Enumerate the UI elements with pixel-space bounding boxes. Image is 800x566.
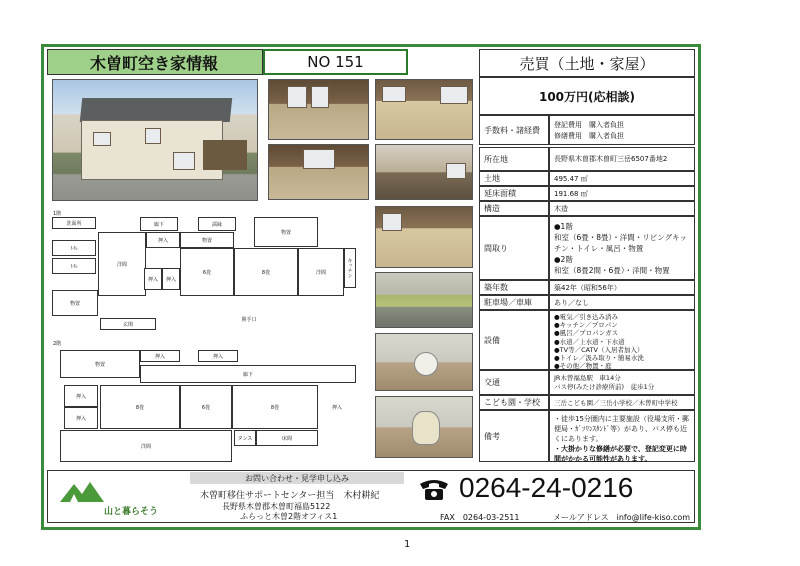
contact-tel: 0264-24-0216 bbox=[459, 472, 634, 503]
listing-type: 売買（土地・家屋） bbox=[479, 49, 695, 77]
transport-value bbox=[549, 370, 695, 395]
detail-label: 間取り bbox=[479, 216, 549, 280]
fp2-room: 押入 bbox=[318, 385, 356, 429]
page-number: 1 bbox=[404, 539, 411, 550]
fp2-room: 押入 bbox=[140, 350, 180, 362]
fp2-room: 6畳 bbox=[180, 385, 232, 429]
notes-value bbox=[549, 410, 695, 462]
toilet-photo-1 bbox=[375, 333, 473, 391]
contact-center: 木曽町移住サポートセンター担当 木村耕紀 bbox=[200, 491, 380, 501]
layout-line: ●2階 bbox=[554, 255, 573, 264]
fp1-room: 押入 bbox=[144, 268, 162, 290]
fp2-room: 押入 bbox=[64, 385, 98, 407]
detail-label: 構造 bbox=[479, 201, 549, 216]
detail-label: 交通 bbox=[479, 370, 549, 395]
fp1-room: 濡縁 bbox=[198, 217, 236, 231]
fees-value bbox=[549, 115, 695, 145]
floor2-label: 2階 bbox=[53, 341, 62, 347]
fp2-room: 8畳 bbox=[232, 385, 318, 429]
fp1-room: 物置 bbox=[180, 232, 234, 248]
detail-value: 木造 bbox=[549, 201, 695, 216]
fp1-room: 洋間 bbox=[98, 232, 146, 296]
detail-value: 495.47 ㎡ bbox=[549, 171, 695, 186]
transport-line: JR木曽福島駅 車14分 bbox=[554, 374, 621, 382]
fp2-room: 押入 bbox=[198, 350, 238, 362]
fp1-room: 押入 bbox=[146, 232, 180, 248]
floor1-label: 1階 bbox=[53, 211, 62, 217]
contact-email[interactable]: メールアドレス info@life-kiso.com bbox=[553, 513, 691, 522]
interior-photo-3 bbox=[268, 144, 369, 200]
interior-photo-5 bbox=[375, 206, 473, 268]
layout-line: 和室（8畳2間・6畳）・洋間・物置 bbox=[554, 266, 670, 275]
contact-fax: FAX 0264-03-2511 bbox=[440, 513, 520, 522]
layout-line: ●1階 bbox=[554, 222, 573, 231]
fp1-room: 洗面所 bbox=[52, 217, 96, 229]
detail-label: 備考 bbox=[479, 410, 549, 462]
fp1-room: 洋間 bbox=[298, 248, 344, 296]
contact-address2: ふらっと木曽2階オフィス1 bbox=[240, 512, 338, 521]
interior-photo-2 bbox=[375, 79, 473, 140]
logo bbox=[60, 478, 180, 518]
detail-value: 築42年（昭和56年） bbox=[549, 280, 695, 295]
inquiry-label: お問い合わせ・見学申し込み bbox=[190, 472, 404, 484]
listing-number: NO 151 bbox=[263, 49, 408, 75]
fp1-room: 8畳 bbox=[234, 248, 298, 296]
fp2-room: 廊下 bbox=[140, 365, 356, 383]
logo-text: 山と暮らそう bbox=[104, 507, 159, 517]
layout-value bbox=[549, 216, 695, 280]
toilet-photo-2 bbox=[375, 396, 473, 458]
detail-label: 駐車場／車庫 bbox=[479, 295, 549, 310]
fp1-room: 6畳 bbox=[180, 248, 234, 296]
detail-label: こども園・学校 bbox=[479, 395, 549, 410]
layout-line: 和室（6畳・8畳）・洋間・リビングキッチン・トイレ・風呂・物置 bbox=[554, 233, 687, 253]
fp1-room: 物置 bbox=[254, 217, 318, 247]
detail-label: 土地 bbox=[479, 171, 549, 186]
transport-line: バス停(みたけ診療所前) 徒歩1分 bbox=[554, 383, 655, 391]
listing-price: 100万円(応相談) bbox=[479, 77, 695, 115]
exterior-photo bbox=[52, 79, 258, 201]
facilities-value bbox=[549, 310, 695, 370]
detail-value: 191.68 ㎡ bbox=[549, 186, 695, 201]
facility-line: ●トイレ／汲み取り・簡易水洗 bbox=[554, 354, 644, 363]
detail-label: 築年数 bbox=[479, 280, 549, 295]
interior-photo-1 bbox=[268, 79, 369, 140]
fees-line: 修繕費用 購入者負担 bbox=[554, 132, 624, 140]
mountain-icon bbox=[60, 480, 104, 502]
fp2-room: 物置 bbox=[60, 350, 140, 378]
detail-value: あり／なし bbox=[549, 295, 695, 310]
note-line: ・徒歩15分圏内に主要施設（役場支所・郵便局・ｶﾞｿﾘﾝｽﾀﾝﾄﾞ等）があり、バス停も近くにあります。 bbox=[554, 415, 689, 443]
facility-line: ●水道／上水道・下水道 bbox=[554, 337, 625, 346]
fp2-room: 8畳 bbox=[100, 385, 180, 429]
facility-line: ●風呂／プロパンガス bbox=[554, 329, 619, 338]
detail-label: 所在地 bbox=[479, 147, 549, 171]
detail-value: 三岳こども園／三岳小学校／木曽町中学校 bbox=[549, 395, 695, 410]
facility-line: ●電気／引き込み済み bbox=[554, 313, 619, 321]
fees-label: 手数料・諸経費 bbox=[479, 115, 549, 145]
fp2-room: 押入 bbox=[64, 407, 98, 429]
facility-line: ●TV等／CATV（入居者加入） bbox=[554, 345, 644, 354]
fp1-room: 物置 bbox=[52, 290, 98, 316]
fp1-room: ﾄｲﾚ bbox=[52, 258, 96, 274]
fp1-room: 廊下 bbox=[140, 217, 178, 231]
detail-value: 長野県木曽郡木曽町三岳6507番地2 bbox=[549, 147, 695, 171]
detail-label: 延床面積 bbox=[479, 186, 549, 201]
fp1-room: 押入 bbox=[162, 268, 180, 290]
page-title: 木曽町空き家情報 bbox=[47, 49, 263, 75]
fp1-room: キッチン bbox=[344, 248, 356, 288]
facility-line: ●その他／物置・庭 bbox=[554, 362, 612, 371]
phone-icon bbox=[417, 476, 451, 502]
contact-address1: 長野県木曽郡木曽町福島5122 bbox=[222, 502, 331, 511]
bath-photo bbox=[375, 272, 473, 328]
fp1-room: ﾄｲﾚ bbox=[52, 240, 96, 256]
fp1-room: 玄関 bbox=[100, 318, 156, 330]
note-line: ・大掛かりな修繕が必要で、登記変更に時間がかかる可能性があります。 bbox=[554, 445, 687, 463]
fp2-room: 床間 bbox=[256, 430, 318, 446]
fees-line: 登記費用 購入者負担 bbox=[554, 121, 624, 129]
detail-label: 設備 bbox=[479, 310, 549, 370]
fp1-room: 勝手口 bbox=[214, 313, 284, 325]
facility-line: ●キッチン／プロパン bbox=[554, 321, 618, 330]
fp2-room: タンス bbox=[234, 430, 256, 446]
interior-photo-4 bbox=[375, 144, 473, 200]
fp2-room: 洋間 bbox=[60, 430, 232, 462]
